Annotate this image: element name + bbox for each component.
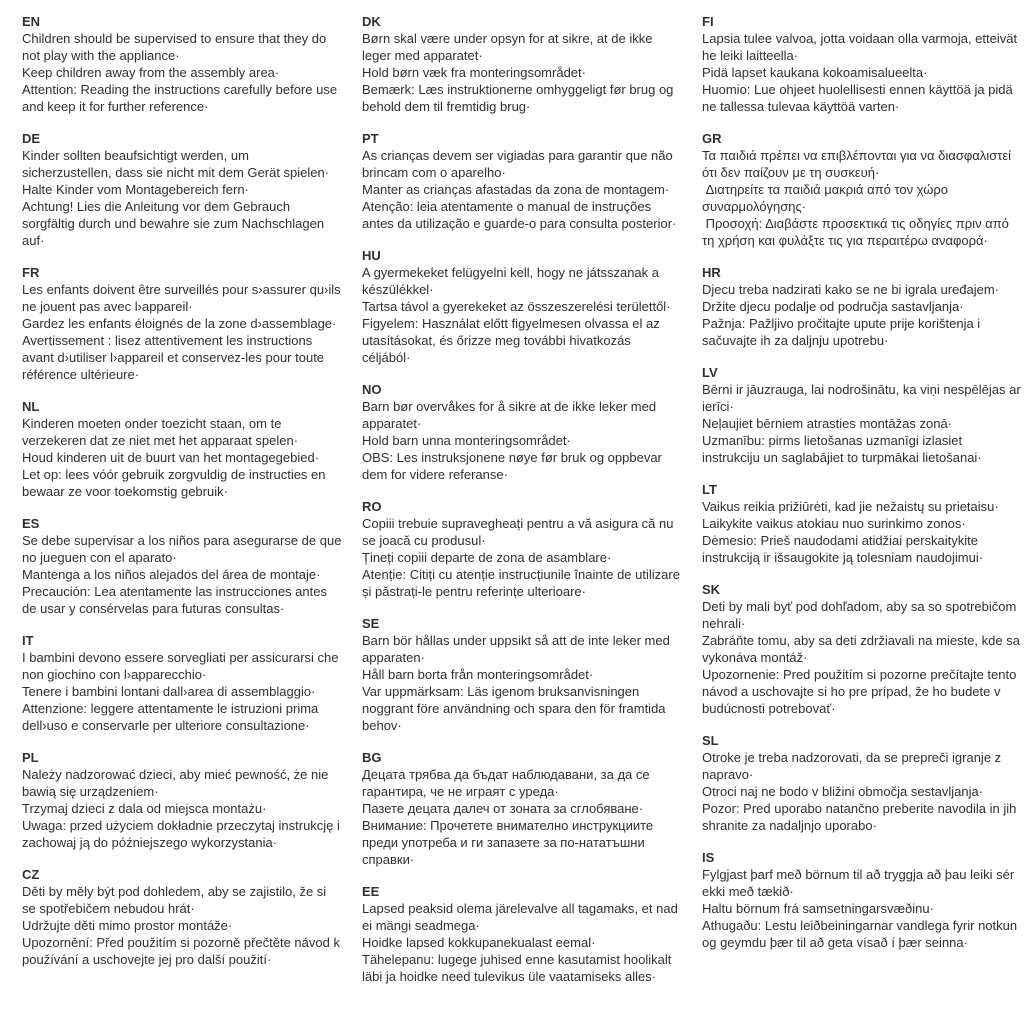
sentence-line: Se debe supervisar a los niños para asegurarse de que no jueguen con el aparato· — [22, 533, 346, 565]
sentence-line: Lapsed peaksid olema järelevalve all tagamaks, et nad ei mängi seadmega· — [362, 901, 682, 933]
sentence-list — [362, 766, 682, 868]
sentence-line: Laikykite vaikus atokiau nuo surinkimo zonos· — [702, 516, 966, 531]
language-code-heading: IT — [22, 633, 34, 648]
language-block — [702, 364, 1022, 466]
column-2 — [362, 13, 682, 1000]
sentence-line: Houd kinderen uit de buurt van het montagegebied· — [22, 450, 320, 465]
sentence-line: Fylgjast þarf með börnum til að tryggja að þau leiki sér ekki með tækið· — [702, 867, 1018, 899]
language-code-heading: NO — [362, 382, 382, 397]
sentence-line: Var uppmärksam: Läs igenom bruksanvisningen noggrant före användning och spara den för framtida behov· — [362, 684, 670, 733]
language-block — [22, 632, 342, 734]
sentence-line: Hoidke lapsed kokkupanekualast eemal· — [362, 935, 596, 950]
sentence-line: Внимание: Прочетете внимателно инструкциите преди употреба и ги запазете за по-нататъшни справки· — [362, 818, 657, 867]
language-code-heading: FI — [702, 14, 714, 29]
sentence-line: Mantenga a los niños alejados del área de montaje· — [22, 567, 321, 582]
language-block — [362, 615, 682, 734]
sentence-line: Hold børn væk fra monteringsområdet· — [362, 65, 586, 80]
sentence-line: A gyermekeket felügyelni kell, hogy ne játsszanak a készülékkel· — [362, 265, 663, 297]
sentence-list — [702, 598, 1022, 717]
language-code-heading: SE — [362, 616, 380, 631]
language-code-heading: NL — [22, 399, 40, 414]
language-code-heading: RO — [362, 499, 382, 514]
sentence-line: Gardez les enfants éloignés de la zone d›assemblage· — [22, 316, 337, 331]
sentence-line: Pozor: Pred uporabo natančno preberite navodila in jih shranite za nadaljnjo uporabo· — [702, 801, 1020, 833]
language-code-heading: SL — [702, 733, 719, 748]
sentence-line: Διατηρείτε τα παιδιά μακριά από τον χώρο συναρμολόγησης· — [702, 182, 952, 214]
language-code-heading: SK — [702, 582, 721, 597]
language-code-heading: DK — [362, 14, 381, 29]
language-code-heading: ES — [22, 516, 40, 531]
sentence-line: Figyelem: Használat előtt figyelmesen olvassa el az utasításokat, és őrizze meg további hivatkozás céljából· — [362, 316, 664, 365]
sentence-line: Les enfants doivent être surveillés pour s›assurer qu›ils ne jouent pas avec l›appareil· — [22, 282, 345, 314]
sentence-line: Țineți copiii departe de zona de asamblare· — [362, 550, 612, 565]
language-code-heading: FR — [22, 265, 40, 280]
sentence-line: Huomio: Lue ohjeet huolellisesti ennen käyttöä ja pidä ne tallessa tulevaa käyttöä varten· — [702, 82, 1017, 114]
sentence-line: Pažnja: Pažljivo pročitajte upute prije korištenja i sačuvajte ih za daljnju upotrebu· — [702, 316, 984, 348]
language-block — [22, 398, 342, 500]
sentence-line: Athugaðu: Lestu leiðbeiningarnar vandlega fyrir notkun og geymdu þær til að geta vísað í þær seinna· — [702, 918, 1021, 950]
sentence-list — [362, 632, 682, 734]
language-block — [362, 883, 682, 985]
sentence-line: Tartsa távol a gyerekeket az összeszerelési területtől· — [362, 299, 671, 314]
language-block — [22, 264, 345, 383]
language-code-heading: GR — [702, 131, 722, 146]
sentence-list — [702, 30, 1022, 115]
sentence-list — [362, 398, 682, 483]
sentence-line: Otroke je treba nadzorovati, da se prepreči igranje z napravo· — [702, 750, 1005, 782]
language-code-heading: EN — [22, 14, 41, 29]
sentence-list — [702, 281, 1022, 349]
language-block — [362, 749, 682, 868]
sentence-list — [702, 147, 1022, 249]
language-block — [22, 130, 342, 249]
sentence-line: Attention: Reading the instructions carefully before use and keep it for further reference· — [22, 82, 341, 114]
language-code-heading: HU — [362, 248, 381, 263]
sentence-line: Děti by měly být pod dohledem, aby se zajistilo, že si se spotřebičem nebudou hrát· — [22, 884, 330, 916]
language-code-heading: LV — [702, 365, 718, 380]
language-code-heading: IS — [702, 850, 715, 865]
sentence-line: Atenção: leia atentamente o manual de instruções antes da utilização e guarde-o para consulta posterior· — [362, 199, 677, 231]
language-block — [22, 866, 342, 968]
sentence-line: Attenzione: leggere attentamente le istruzioni prima dell›uso e conservarle per ulteriore consultazione· — [22, 701, 322, 733]
sentence-line: Uwaga: przed użyciem dokładnie przeczytaj instrukcję i zachowaj ją do późniejszego wykorzystania· — [22, 818, 344, 850]
sentence-list — [22, 415, 342, 500]
sentence-line: Držite djecu podalje od područja sastavljanja· — [702, 299, 964, 314]
sentence-line: Haltu börnum frá samsetningarsvæðinu· — [702, 901, 934, 916]
sentence-list — [22, 766, 342, 851]
sentence-line: Dėmesio: Prieš naudodami atidžiai perskaitykite instrukciją ir išsaugokite ją tolesniam naudojimui· — [702, 533, 984, 565]
language-block — [702, 264, 1022, 349]
sentence-line: Manter as crianças afastadas da zona de montagem· — [362, 182, 670, 197]
sentence-line: Hold barn unna monteringsområdet· — [362, 433, 571, 448]
sentence-line: Let op: lees vóór gebruik zorgvuldig de instructies en bewaar ze voor toekomstig gebruik· — [22, 467, 330, 499]
language-code-heading: BG — [362, 750, 382, 765]
sentence-line: Keep children away from the assembly area· — [22, 65, 280, 80]
sentence-line: Halte Kinder vom Montagebereich fern· — [22, 182, 249, 197]
sentence-list — [362, 264, 682, 366]
sentence-list — [362, 900, 682, 985]
sentence-line: Kinderen moeten onder toezicht staan, om te verzekeren dat ze niet met het apparaat spelen· — [22, 416, 299, 448]
sentence-line: Децата трябва да бъдат наблюдавани, за да се гарантира, че не играят с уреда· — [362, 767, 654, 799]
sentence-list — [22, 649, 342, 734]
sentence-line: Neļaujiet bērniem atrasties montāžas zonā· — [702, 416, 953, 431]
sentence-line: I bambini devono essere sorvegliati per assicurarsi che non giochino con l›apparecchio· — [22, 650, 343, 682]
sentence-line: Пазете децата далеч от зоната за сглобяване· — [362, 801, 644, 816]
sentence-line: Precaución: Lea atentamente las instrucciones antes de usar y consérvelas para futuras consultas· — [22, 584, 331, 616]
sentence-line: Atenție: Citiți cu atenție instrucțiunile înainte de utilizare și păstrați-le pentru referințe ulterioare· — [362, 567, 684, 599]
language-block — [362, 498, 682, 600]
sentence-list — [702, 498, 1022, 566]
sentence-line: Upozornění: Před použitím si pozorně přečtěte návod k používání a uschovejte jej pro další použití· — [22, 935, 344, 967]
sentence-list — [362, 30, 682, 115]
sentence-line: Udržujte děti mimo prostor montáže· — [22, 918, 233, 933]
language-block — [22, 515, 346, 617]
language-code-heading: PL — [22, 750, 39, 765]
sentence-line: Otroci naj ne bodo v bližini območja sestavljanja· — [702, 784, 984, 799]
language-block — [22, 13, 342, 115]
language-code-heading: HR — [702, 265, 721, 280]
language-block — [362, 130, 682, 232]
sentence-list — [702, 381, 1022, 466]
language-code-heading: EE — [362, 884, 380, 899]
sentence-line: Håll barn borta från monteringsområdet· — [362, 667, 594, 682]
sentence-line: Bemærk: Læs instruktionerne omhyggeligt før brug og behold dem til fremtidig brug· — [362, 82, 678, 114]
language-block — [362, 381, 682, 483]
sentence-line: Djecu treba nadzirati kako se ne bi igrala uređajem· — [702, 282, 999, 297]
sentence-list — [22, 532, 346, 617]
sentence-list — [22, 883, 342, 968]
sentence-line: Τα παιδιά πρέπει να επιβλέπονται για να διασφαλιστεί ότι δεν παίζουν με τη συσκευή· — [702, 148, 1015, 180]
sentence-line: Zabráňte tomu, aby sa deti zdržiavali na mieste, kde sa vykonáva montáž· — [702, 633, 1024, 665]
language-code-heading: LT — [702, 482, 717, 497]
language-block — [702, 849, 1022, 951]
sentence-line: Børn skal være under opsyn for at sikre, at de ikke leger med apparatet· — [362, 31, 657, 63]
sentence-line: Vaikus reikia prižiūrėti, kad jie nežaistų su prietaisu· — [702, 499, 999, 514]
language-block — [362, 13, 682, 115]
sentence-line: Deti by mali byť pod dohľadom, aby sa so spotrebičom nehrali· — [702, 599, 1020, 631]
sentence-line: Pidä lapset kaukana kokoamisalueelta· — [702, 65, 928, 80]
sentence-line: Lapsia tulee valvoa, jotta voidaan olla varmoja, etteivät he leiki laitteella· — [702, 31, 1021, 63]
sentence-line: Copiii trebuie supravegheați pentru a vă asigura că nu se joacă cu produsul· — [362, 516, 678, 548]
language-block — [702, 130, 1022, 249]
language-code-heading: PT — [362, 131, 379, 146]
sentence-list — [702, 866, 1022, 951]
sentence-line: Trzymaj dzieci z dala od miejsca montażu· — [22, 801, 267, 816]
language-block — [702, 581, 1022, 717]
sentence-line: Achtung! Lies die Anleitung vor dem Gebrauch sorgfältig durch und bewahre sie zum Nachschlagen auf· — [22, 199, 328, 248]
language-code-heading: DE — [22, 131, 41, 146]
sentence-line: Barn bør overvåkes for å sikre at de ikke leker med apparatet· — [362, 399, 660, 431]
sentence-list — [702, 749, 1022, 834]
sentence-line: Barn bör hållas under uppsikt så att de inte leker med apparaten· — [362, 633, 674, 665]
sentence-line: Children should be supervised to ensure that they do not play with the appliance· — [22, 31, 330, 63]
language-block — [702, 732, 1022, 834]
sentence-line: Kinder sollten beaufsichtigt werden, um sicherzustellen, dass sie nicht mit dem Gerät spielen· — [22, 148, 330, 180]
language-block — [702, 13, 1022, 115]
sentence-line: Avertissement : lisez attentivement les instructions avant d›utiliser l›appareil et conservez-les pour toute référence ultérieure· — [22, 333, 328, 382]
sentence-list — [22, 147, 342, 249]
sentence-line: OBS: Les instruksjonene nøye før bruk og oppbevar dem for videre referanse· — [362, 450, 666, 482]
language-block — [702, 481, 1022, 566]
language-block — [362, 247, 682, 366]
sentence-list — [362, 147, 682, 232]
sentence-line: Tenere i bambini lontani dall›area di assemblaggio· — [22, 684, 316, 699]
sentence-line: As crianças devem ser vigiadas para garantir que não brincam com o aparelho· — [362, 148, 677, 180]
sentence-line: Tähelepanu: lugege juhised enne kasutamist hoolikalt läbi ja hoidke need tulevikus üle vaatamiseks alles· — [362, 952, 675, 984]
column-1 — [22, 13, 346, 983]
sentence-line: Upozornenie: Pred použitím si pozorne prečítajte tento návod a uschovajte si ho pre prípad, že ho budete v budúcnosti potrebovať· — [702, 667, 1020, 716]
sentence-list — [362, 515, 682, 600]
sentence-list — [22, 30, 342, 115]
sentence-line: Należy nadzorować dzieci, aby mieć pewność, że nie bawią się urządzeniem· — [22, 767, 332, 799]
sentence-line: Προσοχή: Διαβάστε προσεκτικά τις οδηγίες πριν από τη χρήση και φυλάξτε τις για περαιτέρω αναφορά· — [702, 216, 1013, 248]
column-3 — [702, 13, 1022, 966]
language-block — [22, 749, 342, 851]
language-code-heading: CZ — [22, 867, 40, 882]
sentence-line: Bērni ir jāuzrauga, lai nodrošinātu, ka viņi nespēlējas ar ierīci· — [702, 382, 1024, 414]
sentence-list — [22, 281, 345, 383]
sentence-line: Uzmanību: pirms lietošanas uzmanīgi izlasiet instrukciju un saglabājiet to turpmākai lietošanai· — [702, 433, 982, 465]
